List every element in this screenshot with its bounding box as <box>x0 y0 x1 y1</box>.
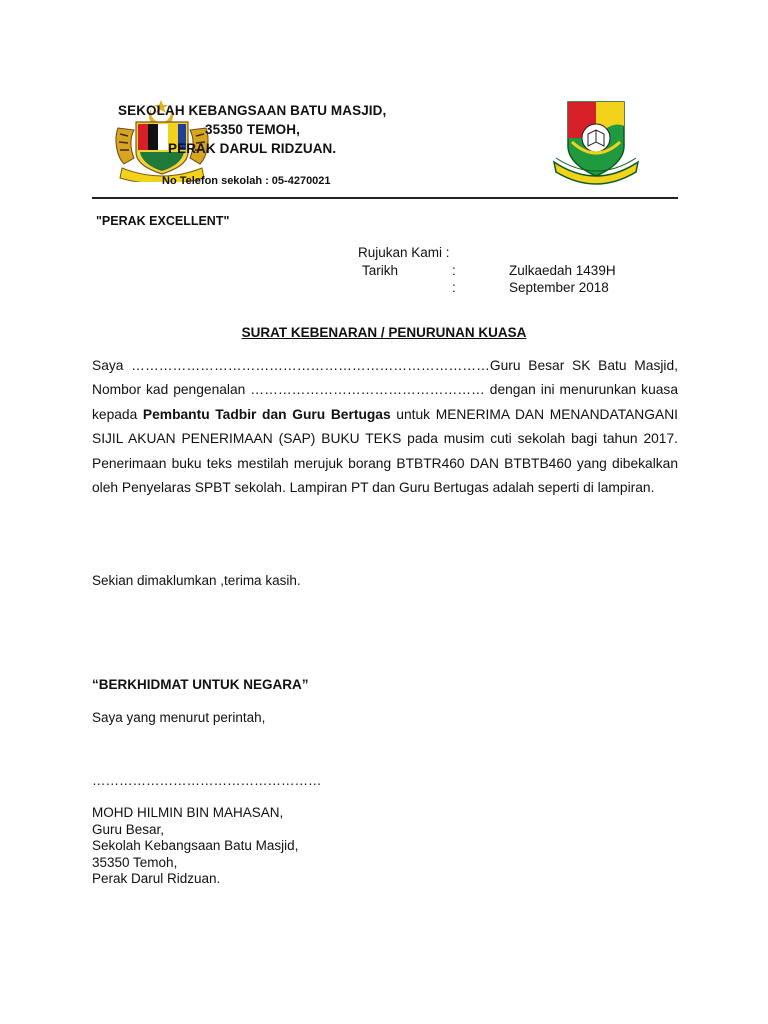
body-text-bold: Pembantu Tadbir dan Guru Bertugas <box>142 406 391 422</box>
date-hijri: Zulkaedah 1439H <box>509 263 616 278</box>
signature-line: …………………………………………… <box>92 773 322 788</box>
letter-title: SURAT KEBENARAN / PENURUNAN KUASA <box>241 325 527 340</box>
body-text-2: untuk MENERIMA DAN MENANDATANGANI SIJIL AKUAN PENERIMAAN (SAP) BUKU TEKS pada musim cuti sekolah bagi tahun 2017. Penerimaan buku teks mestilah merujuk borang BTBTR460 DAN BTBTB460 yang dibekalkan oleh Penyelaras SPBT sekolah. Lampiran PT dan Guru Bertugas adalah seperti di lampiran. <box>92 406 679 496</box>
date-colon-2: : <box>452 280 456 295</box>
signatory-school: Sekolah Kebangsaan Batu Masjid, <box>92 838 299 853</box>
signatory-postcode: 35350 Temoh, <box>92 854 178 870</box>
body-text-1: Saya ……………………………………………………………………Guru Besar SK Batu Masjid, Nombor kad pengenalan …………………………………………… dengan ini menurunkan kuasa kepada <box>92 358 678 422</box>
school-state: PERAK DARUL RIDZUAN. <box>168 141 337 156</box>
reference-label: Rujukan Kami : <box>358 245 450 260</box>
letter-body <box>92 354 678 500</box>
signoff-line: Saya yang menurut perintah, <box>92 710 266 725</box>
signatory-block <box>92 805 298 888</box>
motto-berkhidmat: “BERKHIDMAT UNTUK NEGARA” <box>92 677 309 692</box>
date-label: Tarikh <box>362 263 399 278</box>
date-gregorian: September 2018 <box>509 280 609 295</box>
header-divider <box>92 197 678 199</box>
motto-perak-excellent: "PERAK EXCELLENT" <box>96 214 230 228</box>
signatory-name: MOHD HILMIN BIN MAHASAN, <box>92 805 284 820</box>
closing-line: Sekian dimaklumkan ,terima kasih. <box>92 573 301 588</box>
signatory-state: Perak Darul Ridzuan. <box>92 871 221 886</box>
signatory-position: Guru Besar, <box>92 821 165 837</box>
school-phone: No Telefon sekolah : 05-4270021 <box>162 175 331 187</box>
school-name: SEKOLAH KEBANGSAAN BATU MASJID, <box>118 103 387 118</box>
school-badge-logo <box>550 98 642 186</box>
date-colon-1: : <box>452 263 456 278</box>
school-postcode: 35350 TEMOH, <box>205 122 300 137</box>
